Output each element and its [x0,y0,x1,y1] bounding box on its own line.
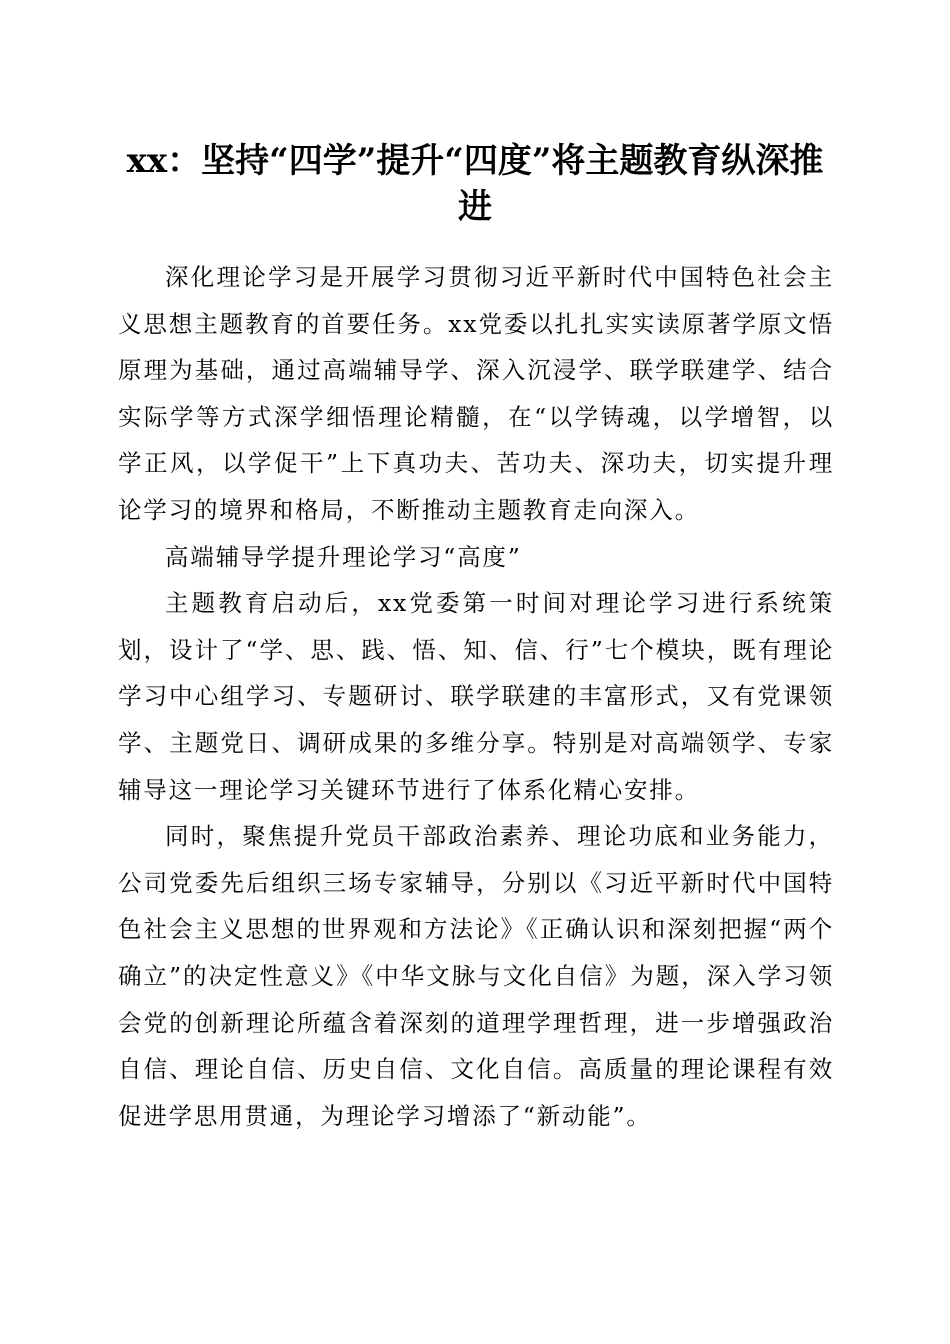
document-title: xx：坚持“四学”提升“四度”将主题教育纵深推进 [126,141,824,227]
paragraph-planning: 主题教育启动后，xx党委第一时间对理论学习进行系统策划，设计了“学、思、践、悟、知、信、行”七个模块，既有理论学习中心组学习、专题研讨、联学联建的丰富形式，又有党课领学、主题党日、调研成果的多维分享。特别是对高端领学、专家辅导这一理论学习关键环节进行了体系化精心安排。 [118,589,834,804]
section-heading: 高端辅导学提升理论学习“高度” [165,542,522,571]
paragraph-intro: 深化理论学习是开展学习贯彻习近平新时代中国特色社会主义思想主题教育的首要任务。xx党委以扎扎实实读原著学原文悟原理为基础，通过高端辅导学、深入沉浸学、联学联建学、结合实际学等方式深学细悟理论精髓，在“以学铸魂，以学增智，以学正风，以学促干”上下真功夫、苦功夫、深功夫，切实提升理论学习的境界和格局，不断推动主题教育走向深入。 [118,263,834,524]
paragraph-expert-guidance: 同时，聚焦提升党员干部政治素养、理论功底和业务能力，公司党委先后组织三场专家辅导，分别以《习近平新时代中国特色社会主义思想的世界观和方法论》《正确认识和深刻把握“两个确立”的决定性意义》《中华文脉与文化自信》为题，深入学习领会党的创新理论所蕴含着深刻的道理学理哲理，进一步增强政治自信、理论自信、历史自信、文化自信。高质量的理论课程有效促进学思用贯通，为理论学习增添了“新动能”。 [118,822,834,1130]
document-body [118,254,834,1139]
